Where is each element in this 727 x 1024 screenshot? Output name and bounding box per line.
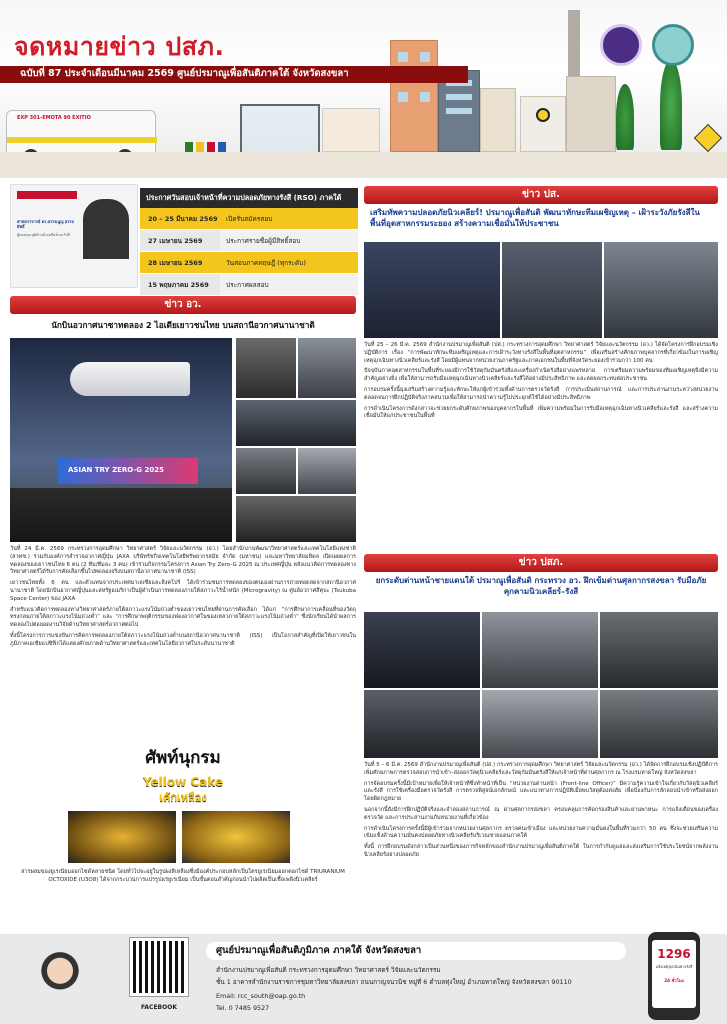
schedule-row: 27 เมษายน 2569 ประกาศรายชื่อผู้มีสิทธิ์สอบ	[140, 230, 358, 252]
space-event-photo	[10, 338, 232, 542]
mhesi-logo	[652, 24, 694, 66]
news-badge-oap: ข่าว ปส.	[364, 186, 718, 204]
footer-email[interactable]: Email: rcc_south@oap.go.th	[216, 992, 306, 1000]
event-photo-2	[298, 338, 356, 398]
van-label: EXP 301-EMOTA 90 EXITIO	[17, 115, 91, 121]
glossary-term-en: Yellow Cake	[142, 775, 224, 789]
newsletter-title: จดหมายข่าว ปสภ.	[14, 32, 225, 61]
schedule-row: 15 พฤษภาคม 2569 ประกาศผลสอบ	[140, 274, 358, 296]
header-banner	[0, 0, 727, 178]
qr-label: FACEBOOK	[141, 1004, 177, 1011]
training-photo-1	[364, 242, 500, 338]
right-article-2-body	[364, 762, 718, 863]
rso-heading: ประกาศวันสอบเจ้าหน้าที่ความปลอดภัยทางรังสี (RSO) ภาคใต้	[140, 188, 358, 208]
poster-caption: ผู้ทรงคุณวุฒิด้านนิวเคลียร์และรังสี	[17, 233, 70, 237]
event-banner: ASIAN TRY ZERO-G 2025	[58, 458, 198, 484]
hotline-number[interactable]: 1296	[657, 947, 691, 961]
article-paragraph: ทั้งนี้ การฝึกอบรมดังกล่าวเป็นส่วนหนึ่งของภารกิจหลักของสำนักงานปรมาณูเพื่อสันติภาคใต้ ในการกำกับดูแลและส่งเสริมการใช้ประโยชน์จากพลังงานนิวเคลียร์อย่างปลอดภัย	[364, 844, 718, 858]
article-paragraph: การดำเนินโครงการดังกล่าวจะช่วยยกระดับศักยภาพของบุคลากรในพื้นที่ เพิ่มความพร้อมในการรับมือเหตุฉุกเฉินทางนิวเคลียร์และรังสี และสร้างความเชื่อมั่นให้แก่ประชาชนในพื้นที่	[364, 405, 718, 420]
customs-photo-1	[364, 612, 480, 688]
article-paragraph: สำหรับแนวคิดการทดลองทางวิทยาศาสตร์ภายใต้สภาวะแรงโน้มถ่วงต่ำของเยาวชนไทยที่ผ่านการคัดเลือก ได้แก่ “การศึกษาการเคลื่อนที่ของวัตถุทรงกลมภายใต้สภาวะแรงโน้มถ่วงต่ำ” และ “การศึกษาพฤติกรรมของฟองอากาศในของเหลวภายใต้สภาวะแรงโน้มถ่วงต่ำ” ซึ่งนักเรียนได้นำผลการทดลองไปต่อยอดงานวิจัยด้านวิทยาศาสตร์อวกาศต่อไป	[10, 606, 356, 629]
article-paragraph: นอกจากนี้ยังมีการฝึกปฏิบัติจริงและจำลองสถานการณ์ ณ ด่านศุลกากรสงขลา ครอบคลุมการคัดกรองสินค้าและยานพาหนะ การแจ้งเตือนของเครื่องตรวจวัด และการประสานงานกับหน่วยงานที่เกี่ยวข้อง	[364, 806, 718, 821]
glossary-term-th: เค้กเหลือง	[159, 791, 207, 804]
article-paragraph: การดำเนินโครงการครั้งนี้มีผู้เข้าร่วมจากหน่วยงานศุลกากร ตรวจคนเข้าเมือง และหน่วยงานความมั่นคงในพื้นที่รวมกว่า 50 คน ซึ่งจะช่วยเสริมความเข้มแข็งด้านความมั่นคงปลอดภัยทางนิวเคลียร์บริเวณชายแดนภาคใต้	[364, 825, 718, 840]
left-headline: นักบินอวกาศนาซาทดลอง 2 ไอเดียเยาวชนไทย บนสถานีอวกาศนานาชาติ	[51, 320, 315, 330]
poster-name: ศาสตราจารย์ ดร.ธรรมนูญ อรรถสิทธิ์	[17, 219, 74, 230]
yellowcake-photo	[182, 811, 290, 863]
schedule-row: 20 – 25 มีนาคม 2569 เปิดรับสมัครสอบ	[140, 208, 358, 230]
factory-illustration	[566, 76, 616, 152]
bus-stop-illustration	[240, 104, 320, 152]
footer-address-line: สำนักงานปรมาณูเพื่อสันติ กระทรวงการอุดมศึกษา วิทยาศาสตร์ วิจัยและนวัตกรรม	[216, 966, 441, 974]
hotline-phone-icon	[648, 932, 700, 1020]
footer-phone[interactable]: Tel. 0 7485 9527	[216, 1004, 270, 1012]
event-photo-4	[236, 448, 296, 494]
training-photo-2	[502, 242, 602, 338]
event-photo-5	[298, 448, 356, 494]
event-photo-6	[236, 496, 356, 542]
right-headline-1: เสริมทัพความปลอดภัยนิวเคลียร์! ปรมาณูเพื่อสันติ พัฒนาทักษะทีมเผชิญเหตุ – เฝ้าระวังภัยรังสีในพื้นที่อุตสาหกรรมระยอง สร้างความเชื่อมั่นให้ประชาชน	[370, 208, 700, 228]
article-paragraph: การอบรมครั้งนี้มุ่งเสริมสร้างความรู้และทักษะให้แก่ผู้เข้าร่วมทั้งด้านการตรวจวัดรังสี การประเมินสถานการณ์ และการประสานงานระหว่างหน่วยงาน ตลอดจนการฝึกปฏิบัติจริงภาคสนามเพื่อให้สามารถนำความรู้ไปประยุกต์ใช้ได้อย่างมีประสิทธิภาพ	[364, 386, 718, 401]
customs-photo-2	[482, 612, 598, 688]
rso-poster	[10, 184, 138, 288]
article-paragraph: วันที่ 5 – 6 มี.ค. 2569 สำนักงานปรมาณูเพื่อสันติ (ปส.) กระทรวงการอุดมศึกษา วิทยาศาสตร์ วิจัยและนวัตกรรม (อว.) ได้จัดการฝึกอบรมเชิงปฏิบัติการเพิ่มศักยภาพการตรวจสอบการนำเข้า–ส่งออกวัสดุนิวเคลียร์และวัสดุกัมมันตรังสีให้แก่เจ้าหน้าที่ด่านศุลกากร ณ โรงแรมหาดใหญ่ จังหวัดสงขลา	[364, 762, 718, 776]
footer-address-line: ชั้น 1 อาคารสำนักงานราชการชุมหาวิทยาลัยสงขลา ถนนกาญจนวนิช หมู่ที่ 6 ตำบลทุ่งใหญ่ อำเภอหาดใหญ่ จังหวัดสงขลา 90110	[216, 978, 572, 986]
glossary-title: ศัพท์นุกรม	[145, 748, 221, 768]
right-headline-2: ยกระดับด่านหน้าชายแดนใต้ ปรมาณูเพื่อสันติ กระทรวง อว. ฝึกเข้มด่านศุลกากรสงขลา รับมือภัยคุกคามนิวเคลียร์–รังสี	[375, 576, 707, 596]
article-paragraph: วันที่ 24 มี.ค. 2569 กระทรวงการอุดมศึกษา วิทยาศาสตร์ วิจัยและนวัตกรรม (อว.) โดยสำนักงานพัฒนาวิทยาศาสตร์และเทคโนโลยีแห่งชาติ (สวทช.) ร่วมกับองค์การสำรวจอวกาศญี่ปุ่น JAXA บริษัทรัชกิจเทคโนโลยีทรัพยากรสมัย จำกัด (มหาชน) และมหาวิทยาลัยมหิดล เปิดเผยผลการทดลองของเยาวชนไทย 6 คน (2 ทีม/ทีมละ 3 คน) เข้าร่วมกิจกรรมโครงการ Asian Try Zero-G 2025 ณ ประเทศญี่ปุ่น หลังแนวคิดการทดลองทางวิทยาศาสตร์ได้รับการคัดเลือกขึ้นไปทดลองจริงบนสถานีอวกาศนานาชาติ (ISS)	[10, 546, 356, 576]
article-paragraph: ทั้งนี้โครงการการแข่งขันการคิดการทดลองภายใต้สภาวะแรงโน้มถ่วงต่ำบนสถานีอวกาศนานาชาติ (ISS) เป็นโอกาสสำคัญที่เปิดให้เยาวชนในภูมิภาคเอเชียแปซิฟิกได้แสดงศักยภาพด้านวิทยาศาสตร์และเทคโนโลยีอวกาศในระดับนานาชาติ	[10, 632, 356, 647]
hotline-caption: แจ้งเหตุฉุกเฉินทางรังสี	[655, 964, 693, 969]
rso-exam-schedule	[140, 188, 358, 296]
glossary-box	[10, 747, 356, 931]
event-photo-3	[236, 400, 356, 446]
training-photo-3	[604, 242, 718, 338]
hotline-hours: 24 ชั่วโมง	[664, 978, 684, 983]
building-illustration	[480, 88, 516, 152]
article-paragraph: ปัจจุบันภาคอุตสาหกรรมในพื้นที่ระยองมีการใช้วัสดุกัมมันตรังสีและเครื่องกำเนิดรังสีอย่างแพร่หลาย การเตรียมความพร้อมของทีมเผชิญเหตุจึงมีความสำคัญอย่างยิ่ง เพื่อให้สามารถรับมือเหตุฉุกเฉินทางนิวเคลียร์และรังสีได้อย่างมีประสิทธิภาพ และลดผลกระทบต่อประชาชน	[364, 368, 718, 383]
news-badge-oap-south: ข่าว ปสภ.	[364, 554, 718, 572]
left-article-body	[10, 546, 356, 652]
customs-photo-5	[482, 690, 598, 758]
glossary-description: สารผสมของยูเรเนียมออกไซด์หลายชนิด โดยทั่วไปจะอยู่ในรูปผงสีเหลืองซึ่งมีองค์ประกอบหลักเป็นไตรยูเรเนียมออกตอกไซด์ TRIURANIUM OCTOXIDE (U3O8) ได้จากกระบวนการแปรรูปแร่ยูเรเนียม เป็นขั้นตอนสำคัญก่อนนำไปผลิตเป็นเชื้อเพลิงนิวเคลียร์	[21, 869, 345, 883]
article-paragraph: วันที่ 25 – 26 มี.ค. 2569 สำนักงานปรมาณูเพื่อสันติ (ปส.) กระทรวงการอุดมศึกษา วิทยาศาสตร์ วิจัยและนวัตกรรม (อว.) ได้จัดโครงการฝึกอบรมเชิงปฏิบัติการ เรื่อง “การพัฒนาทักษะทีมเผชิญเหตุและการเฝ้าระวังทางรังสีในพื้นที่อุตสาหกรรม” เพื่อเสริมสร้างศักยภาพบุคลากรที่เกี่ยวข้องในการเผชิญเหตุฉุกเฉินทางนิวเคลียร์และรังสี โดยมีผู้แทนจากหน่วยงานภาครัฐและภาคเอกชนในพื้นที่จังหวัดระยองเข้าร่วมกว่า 100 คน	[364, 342, 718, 364]
lab-building-illustration	[520, 96, 566, 152]
customs-photo-6	[600, 690, 718, 758]
emergency-van-illustration	[6, 110, 156, 158]
event-photo-1	[236, 338, 296, 398]
staff-illustration	[14, 948, 106, 1024]
radiation-icon	[536, 108, 550, 122]
footer	[0, 934, 727, 1024]
radiation-warning-sign-icon	[694, 124, 722, 152]
customs-photo-4	[364, 690, 480, 758]
article-paragraph: เยาวชนไทยทั้ง 6 คน และตัวแทนจากประเทศมาเลเซียและสิงคโปร์ ได้เข้าร่วมชมการทดลองของตนเองผ่านการถ่ายทอดสดจากสถานีอวกาศนานาชาติ โดยนักบินอวกาศญี่ปุ่นและสหรัฐอเมริกาเป็นผู้ดำเนินการทดลองภายใต้สภาวะไร้น้ำหนัก (Microgravity) ณ ศูนย์อวกาศสึคุบะ (Tsukuba Space Center) ของ JAXA	[10, 580, 356, 602]
schedule-row: 28 เมษายน 2569 วันสอบภาคทฤษฎี (ทุกระดับ)	[140, 252, 358, 274]
right-article-1-body	[364, 342, 718, 424]
road-illustration	[0, 152, 727, 178]
chimney-illustration	[568, 10, 580, 76]
article-paragraph: การจัดอบรมครั้งนี้มีเป้าหมายเพื่อให้เจ้าหน้าที่ซึ่งทำหน้าที่เป็น “หน่วยงานด่านหน้า (Front-line Officer)” มีความรู้ความเข้าใจเกี่ยวกับวัสดุนิวเคลียร์และรังสี การใช้เครื่องมือตรวจวัดรังสี การตรวจพิสูจน์เอกลักษณ์ และแนวทางการปฏิบัติเมื่อพบวัสดุต้องสงสัย เพื่อป้องกันการลักลอบนำเข้าหรือส่งออกโดยผิดกฎหมาย	[364, 780, 718, 803]
facebook-qr-code[interactable]	[130, 938, 188, 996]
footer-org-name: ศูนย์ปรมาณูเพื่อสันติภูมิภาค ภาคใต้ จังหวัดสงขลา	[216, 945, 422, 956]
issue-subtitle: ฉบับที่ 87 ประจำเดือนมีนาคม 2569 ศูนย์ปรมาณูเพื่อสันติภาคใต้ จังหวัดสงขลา	[0, 66, 468, 83]
yellowcake-photo	[68, 811, 176, 863]
expert-portrait	[83, 199, 129, 259]
customs-photo-3	[600, 612, 718, 688]
oap-logo	[600, 24, 642, 66]
news-badge-mhesi: ข่าว อว.	[10, 296, 356, 314]
